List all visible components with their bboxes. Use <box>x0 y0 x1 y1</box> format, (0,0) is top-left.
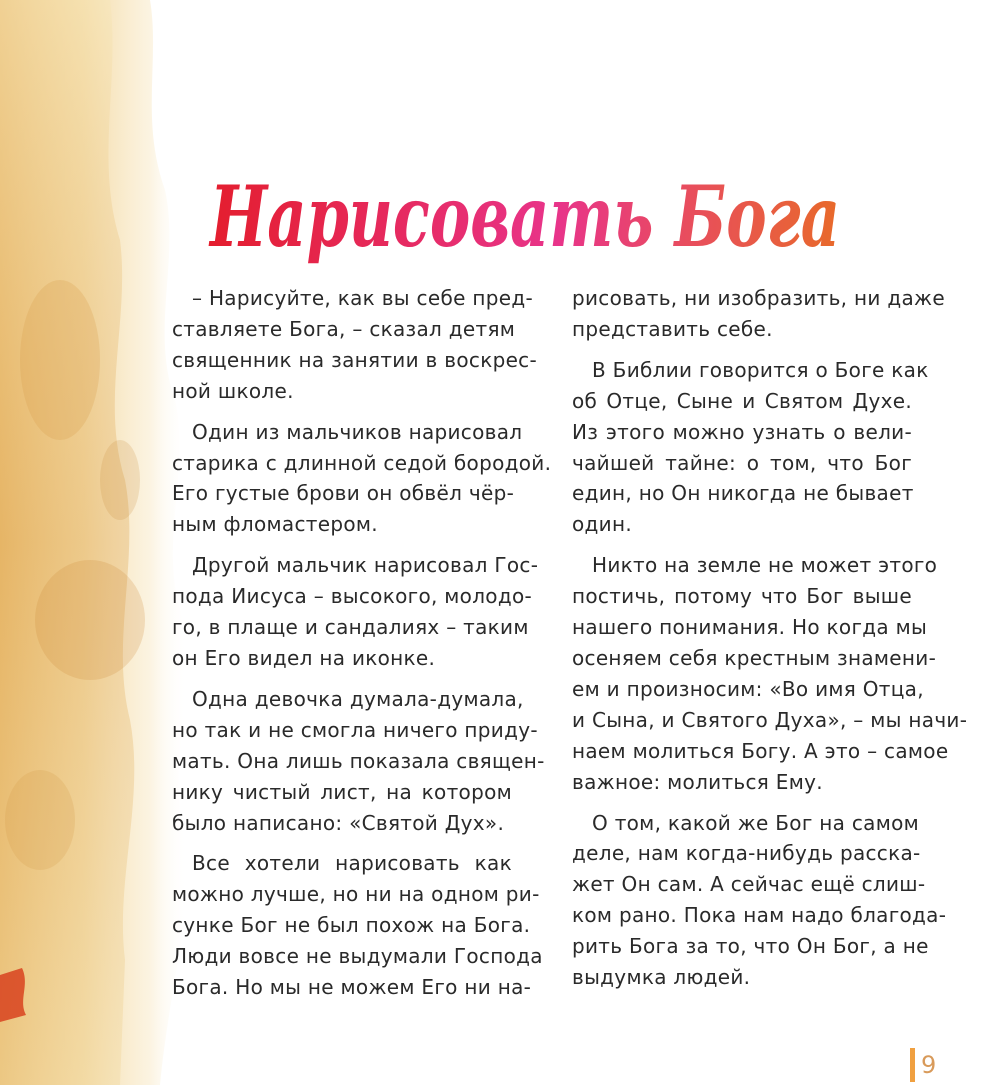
text-line: представить себе. <box>572 316 773 341</box>
text-line: го, в плаще и сандалиях – таким <box>172 615 529 640</box>
text-line: Из этого можно узнать о вели- <box>572 419 912 444</box>
text-line: деле, нам когда-нибудь расска- <box>572 841 921 866</box>
text-line: выдумка людей. <box>572 965 751 990</box>
text-line: рисовать, ни изобразить, ни даже <box>572 286 945 310</box>
text-line: Никто на земле не может этого <box>592 553 938 578</box>
paragraph <box>172 417 552 541</box>
text-line: мать. Она лишь показала священ- <box>172 748 545 773</box>
text-line: можно лучше, но ни на одном ри- <box>172 882 540 907</box>
text-line: чайшей тайне: о том, что Бог <box>572 450 912 475</box>
text-line: сунке Бог не был похож на Бога. <box>172 913 531 938</box>
text-line: пода Иисуса – высокого, молодо- <box>172 584 533 609</box>
page-title <box>210 148 850 288</box>
paragraph <box>572 283 945 345</box>
text-line: один. <box>572 512 632 537</box>
text-line: Его густые брови он обвёл чёр- <box>172 481 515 506</box>
text-line: Люди вовсе не выдумали Господа <box>172 944 543 969</box>
text-line: В Библии говорится о Боге как <box>592 357 929 382</box>
text-line: было написано: «Святой Дух». <box>172 810 505 835</box>
text-line: О том, какой же Бог на самом <box>592 810 920 835</box>
text-line: един, но Он никогда не бывает <box>572 481 914 506</box>
paragraph <box>172 283 537 407</box>
text-line: осеняем себя крестным знамени- <box>572 645 937 670</box>
page-number: 9 <box>921 1051 937 1079</box>
text-line: Другой мальчик нарисовал Гос- <box>192 553 539 578</box>
text-line: ком рано. Пока нам надо благода- <box>572 903 947 928</box>
paragraph <box>572 550 968 797</box>
text-line: старика с длинной седой бородой. <box>172 450 552 475</box>
page-title-text: Нарисовать Бога <box>208 167 840 266</box>
text-line: рить Бога за то, что Он Бог, а не <box>572 934 929 959</box>
page-number-bar <box>910 1048 915 1082</box>
text-line: но так и не смогла ничего приду- <box>172 717 538 742</box>
paragraph <box>172 848 543 1003</box>
text-line: ем и произносим: «Во имя Отца, <box>572 676 924 701</box>
text-line: об Отце, Сыне и Святом Духе. <box>572 388 912 413</box>
text-line: он Его видел на иконке. <box>172 645 436 670</box>
text-line: Один из мальчиков нарисовал <box>192 419 523 444</box>
text-line: Все хотели нарисовать как <box>192 851 512 876</box>
text-line: наем молиться Богу. А это – самое <box>572 738 949 763</box>
left-text-column <box>172 283 552 1013</box>
text-line: священник на занятии в воскрес- <box>172 347 537 372</box>
text-line: ставляете Бога, – сказал детям <box>172 316 516 341</box>
text-line: и Сына, и Святого Духа», – мы начи- <box>572 707 968 732</box>
text-line: Одна девочка думала-думала, <box>192 686 524 711</box>
text-line: Бога. Но мы не можем Его ни на- <box>172 975 532 1000</box>
text-line: жет Он сам. А сейчас ещё слиш- <box>572 872 926 897</box>
text-line: – Нарисуйте, как вы себе пред- <box>192 286 533 310</box>
text-line: ным фломастером. <box>172 512 378 537</box>
right-text-column <box>572 283 968 1003</box>
paragraph <box>172 684 545 839</box>
text-line: ной школе. <box>172 378 294 403</box>
text-line: важное: молиться Ему. <box>572 769 823 794</box>
page-number-box <box>910 1048 936 1082</box>
text-line: нику чистый лист, на котором <box>172 779 512 804</box>
text-line: постичь, потому что Бог выше <box>572 584 912 609</box>
paragraph <box>172 550 539 674</box>
paragraph <box>572 808 947 993</box>
text-line: нашего понимания. Но когда мы <box>572 615 928 640</box>
paragraph <box>572 355 929 540</box>
